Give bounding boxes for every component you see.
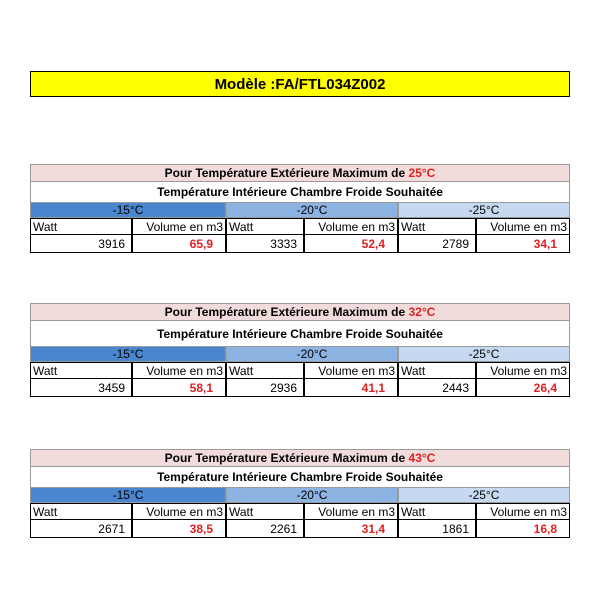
col-temp-minus15: -15°C <box>30 346 226 362</box>
col-temp-minus25: -25°C <box>398 487 570 503</box>
watt-label: Watt <box>398 503 476 520</box>
volume-label: Volume en m3 <box>304 218 398 235</box>
volume-value: 31,4 <box>304 520 398 538</box>
volume-value: 41,1 <box>304 379 398 397</box>
watt-value: 2443 <box>398 379 476 397</box>
watt-value: 2261 <box>226 520 304 538</box>
volume-label: Volume en m3 <box>132 362 226 379</box>
volume-value: 52,4 <box>304 235 398 253</box>
interior-temp-header: Température Intérieure Chambre Froide Souhaitée <box>30 182 570 202</box>
exterior-temp-label: Pour Température Extérieure Maximum de <box>164 451 406 465</box>
col-temp-minus20: -20°C <box>226 346 398 362</box>
watt-value: 2789 <box>398 235 476 253</box>
volume-label: Volume en m3 <box>476 503 570 520</box>
watt-label: Watt <box>226 503 304 520</box>
watt-label: Watt <box>30 218 132 235</box>
watt-label: Watt <box>226 218 304 235</box>
performance-table-43 <box>30 449 570 538</box>
volume-value: 58,1 <box>132 379 226 397</box>
exterior-temp-value: 32°C <box>408 305 436 319</box>
volume-label: Volume en m3 <box>304 503 398 520</box>
temperature-columns <box>30 346 570 362</box>
values-row <box>30 235 570 253</box>
col-temp-minus25: -25°C <box>398 202 570 218</box>
watt-value: 1861 <box>398 520 476 538</box>
watt-label: Watt <box>398 218 476 235</box>
column-labels-row <box>30 503 570 520</box>
performance-table-32 <box>30 303 570 397</box>
watt-label: Watt <box>30 362 132 379</box>
exterior-temp-header <box>30 303 570 321</box>
col-temp-minus20: -20°C <box>226 202 398 218</box>
performance-table-25 <box>30 164 570 253</box>
watt-label: Watt <box>226 362 304 379</box>
col-temp-minus15: -15°C <box>30 202 226 218</box>
col-temp-minus15: -15°C <box>30 487 226 503</box>
exterior-temp-label: Pour Température Extérieure Maximum de <box>164 305 406 319</box>
exterior-temp-label: Pour Température Extérieure Maximum de <box>164 166 406 180</box>
watt-label: Watt <box>398 362 476 379</box>
column-labels-row <box>30 218 570 235</box>
temperature-columns <box>30 202 570 218</box>
values-row <box>30 520 570 538</box>
volume-value: 38,5 <box>132 520 226 538</box>
watt-value: 3916 <box>30 235 132 253</box>
exterior-temp-value: 25°C <box>408 166 436 180</box>
exterior-temp-header <box>30 164 570 182</box>
watt-label: Watt <box>30 503 132 520</box>
exterior-temp-header <box>30 449 570 467</box>
volume-value: 16,8 <box>476 520 570 538</box>
volume-label: Volume en m3 <box>132 218 226 235</box>
model-title: Modèle :FA/FTL034Z002 <box>30 71 570 97</box>
volume-label: Volume en m3 <box>304 362 398 379</box>
exterior-temp-value: 43°C <box>408 451 436 465</box>
volume-value: 26,4 <box>476 379 570 397</box>
watt-value: 2671 <box>30 520 132 538</box>
watt-value: 2936 <box>226 379 304 397</box>
col-temp-minus25: -25°C <box>398 346 570 362</box>
interior-temp-header: Température Intérieure Chambre Froide Souhaitée <box>30 467 570 487</box>
interior-temp-header: Température Intérieure Chambre Froide Souhaitée <box>30 321 570 346</box>
col-temp-minus20: -20°C <box>226 487 398 503</box>
volume-label: Volume en m3 <box>476 362 570 379</box>
values-row <box>30 379 570 397</box>
column-labels-row <box>30 362 570 379</box>
volume-value: 65,9 <box>132 235 226 253</box>
volume-label: Volume en m3 <box>476 218 570 235</box>
volume-label: Volume en m3 <box>132 503 226 520</box>
volume-value: 34,1 <box>476 235 570 253</box>
temperature-columns <box>30 487 570 503</box>
watt-value: 3459 <box>30 379 132 397</box>
watt-value: 3333 <box>226 235 304 253</box>
